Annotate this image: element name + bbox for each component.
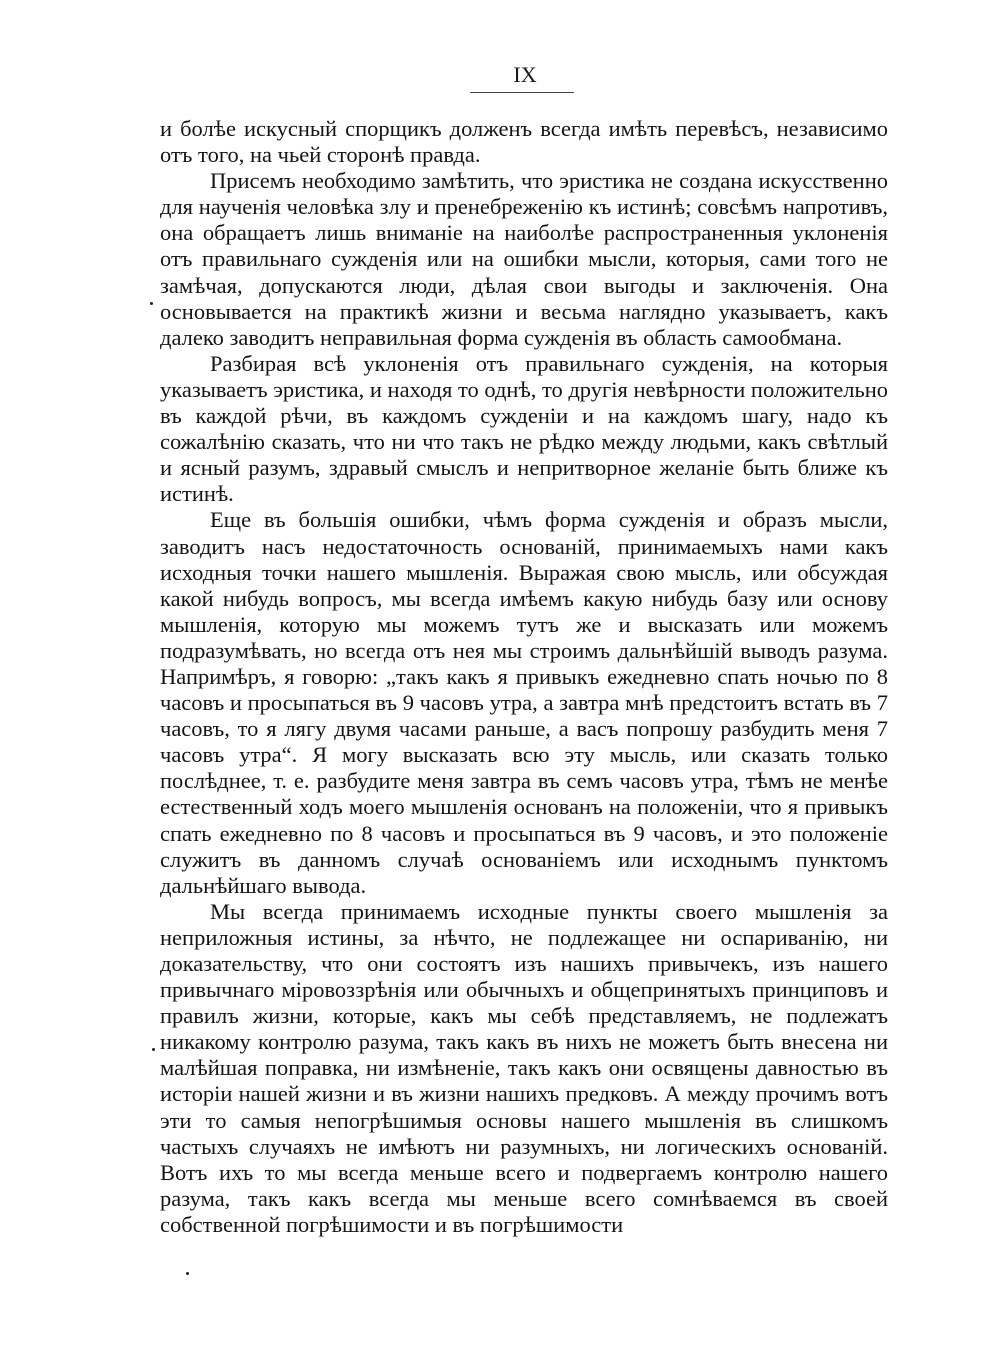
paragraph-continuation: и болѣе искусный спорщикъ долженъ всегда имѣть перевѣсъ, независимо отъ того, на чьей сторонѣ правда.: [160, 116, 888, 168]
scan-speck: [186, 1272, 189, 1275]
paragraph-foundations: Еще въ большія ошибки, чѣмъ форма сужденія и образъ мысли, заводитъ насъ недостаточность основаній, принимаемыхъ нами какъ исходныя точки нашего мышленія. Выражая свою мысль, или обсуждая какой нибудь вопросъ, мы всегда имѣемъ какую нибудь базу или основу мышленія, которую мы можемъ тутъ же и высказать или можемъ подразумѣвать, но всегда отъ нея мы строимъ дальнѣйшій выводъ разума. Напримѣръ, я говорю: „такъ какъ я привыкъ ежедневно спать ночью по 8 часовъ и просыпаться въ 9 часовъ утра, а завтра мнѣ предстоитъ встать въ 7 часовъ, то я лягу двумя часами раньше, а васъ попрошу разбудить меня 7 часовъ утра“. Я могу высказать всю эту мысль, или сказать только послѣднее, т. е. разбудите меня завтра въ семъ часовъ утра, тѣмъ не менѣе естественный ходъ моего мышленія основанъ на положеніи, что я привыкъ спать ежедневно по 8 часовъ и просыпаться въ 9 часовъ, и это положеніе служитъ въ данномъ случаѣ основаніемъ или исходнымъ пунктомъ дальнѣйшаго вывода.: [160, 507, 888, 898]
paragraph-deviations: Разбирая всѣ уклоненія отъ правильнаго сужденія, на которыя указываетъ эристика, и находя то однѣ, то другія невѣрности положительно въ каждой рѣчи, въ каждомъ сужденіи и на каждомъ шагу, надо къ сожалѣнію сказать, что ни что такъ не рѣдко между людьми, какъ свѣтлый и ясный разумъ, здравый смыслъ и непритворное желаніе быть ближе къ истинѣ.: [160, 350, 889, 507]
paragraph-premises: Мы всегда принимаемъ исходные пункты своего мышленія за неприложныя истины, за нѣчто, не подлежащее ни оспариванію, ни доказательству, что они состоятъ изъ нашихъ привычекъ, изъ нашего привычнаго міровоззрѣнія или обычныхъ и общепринятыхъ принциповъ и правилъ жизни, которые, какъ мы себѣ представляемъ, не подлежатъ никакому контролю разума, такъ какъ въ нихъ не можетъ быть внесена ни малѣйшая поправка, ни измѣненіе, такъ какъ они освящены давностью въ исторіи нашей жизни и въ жизни нашихъ предковъ. А между прочимъ вотъ эти то самыя непогрѣшимыя основы нашего мышленія въ слишкомъ частыхъ случаяхъ не имѣютъ ни разумныхъ, ни логическихъ основаній. Вотъ ихъ то мы всегда меньше всего и подвергаемъ контролю нашего разума, такъ какъ всегда мы меньше всего сомнѣваемся въ своей собственной погрѣшимости и въ погрѣшимости: [160, 898, 888, 1237]
page-number: IX: [513, 62, 537, 87]
paragraph-eristics: Присемъ необходимо замѣтить, что эристика не создана искусственно для наученія человѣка злу и пренебреженію къ истинѣ; совсѣмъ напротивъ, она обращаетъ лишь вниманіе на наиболѣе распространенныя уклоненія отъ правильнаго сужденія или на ошибки мысли, которыя, сами того не замѣчая, допускаются люди, дѣлая свои выгоды и заключенія. Она основывается на практикѣ жизни и весьма наглядно указываетъ, какъ далеко заводитъ неправильная форма сужденія въ область самообмана.: [160, 168, 888, 350]
body-text: [160, 116, 888, 1238]
scan-speck: [150, 302, 153, 305]
scan-speck: [152, 1048, 155, 1051]
header-rule: [470, 92, 574, 93]
